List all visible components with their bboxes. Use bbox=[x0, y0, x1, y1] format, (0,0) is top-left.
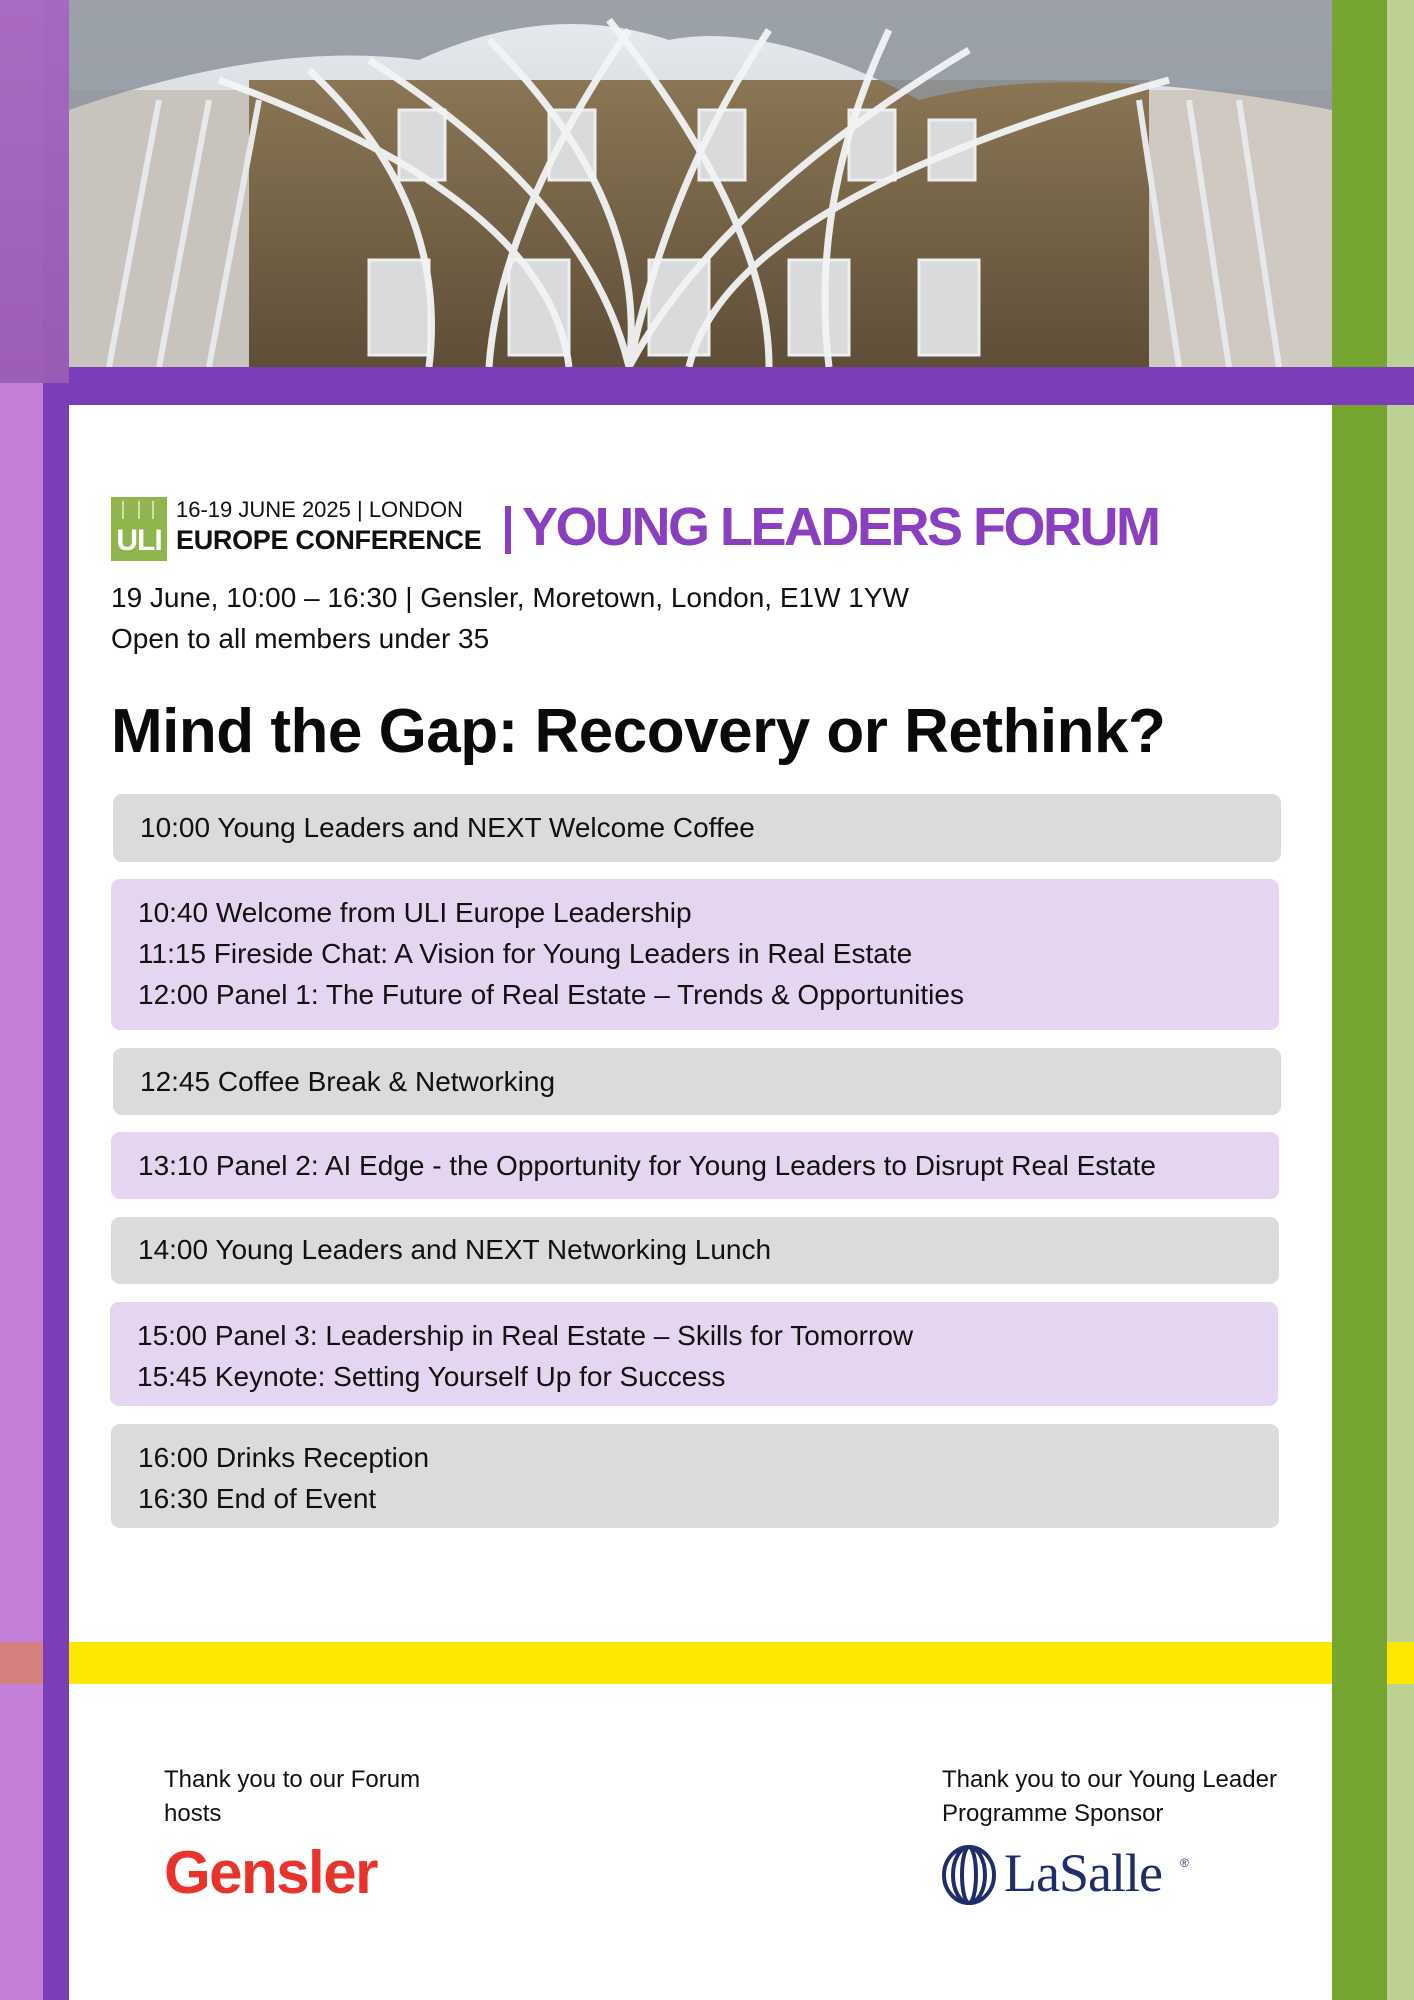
agenda-item: 12:45 Coffee Break & Networking bbox=[140, 1066, 556, 1097]
lasalle-registered-mark: ® bbox=[1180, 1856, 1189, 1870]
agenda-block bbox=[111, 1132, 1279, 1199]
agenda-item: 10:00 Young Leaders and NEXT Welcome Coffee bbox=[140, 812, 755, 843]
agenda-block bbox=[111, 1424, 1279, 1528]
lasalle-emblem-icon bbox=[942, 1845, 996, 1905]
page-title: Mind the Gap: Recovery or Rethink? bbox=[111, 697, 1166, 766]
event-details: 19 June, 10:00 – 16:30 | Gensler, Moretown, London, E1W 1YW bbox=[111, 582, 909, 613]
event-eligibility: Open to all members under 35 bbox=[111, 623, 490, 654]
agenda-item: 16:00 Drinks Reception bbox=[138, 1442, 430, 1473]
forum-title-separator bbox=[505, 506, 511, 554]
right-light-green-stripe bbox=[1387, 0, 1414, 2000]
uli-logo-text: ULI bbox=[116, 524, 162, 557]
forum-title: YOUNG LEADERS FORUM bbox=[522, 497, 1159, 557]
hosts-thanks-text: Thank you to our Forum hosts bbox=[164, 1766, 421, 1827]
agenda-item: 12:00 Panel 1: The Future of Real Estate – Trends & Opportunities bbox=[138, 979, 964, 1010]
left-accent-band bbox=[0, 1642, 43, 1684]
agenda-block bbox=[111, 1217, 1279, 1284]
agenda-item: 16:30 End of Event bbox=[138, 1483, 377, 1514]
agenda-item: 14:00 Young Leaders and NEXT Networking Lunch bbox=[138, 1234, 772, 1265]
sponsor-thanks-text: Thank you to our Young Leader Programme Sponsor bbox=[942, 1766, 1277, 1827]
agenda-item: 10:40 Welcome from ULI Europe Leadership bbox=[138, 897, 692, 928]
agenda-item: 15:45 Keynote: Setting Yourself Up for Success bbox=[137, 1361, 726, 1392]
agenda-block bbox=[113, 1048, 1281, 1115]
conference-name: EUROPE CONFERENCE bbox=[176, 525, 482, 555]
agenda-item: 11:15 Fireside Chat: A Vision for Young Leaders in Real Estate bbox=[138, 938, 913, 969]
agenda-item: 15:00 Panel 3: Leadership in Real Estate – Skills for Tomorrow bbox=[137, 1320, 914, 1351]
hero-photo-illustration bbox=[69, 0, 1332, 367]
lasalle-logo: LaSalle bbox=[1004, 1843, 1162, 1903]
gensler-logo: Gensler bbox=[164, 1839, 377, 1906]
hero-photo bbox=[69, 0, 1332, 367]
uli-logo-lines-icon bbox=[117, 501, 161, 519]
purple-divider-band bbox=[69, 367, 1414, 405]
agenda-block bbox=[113, 794, 1281, 862]
right-green-stripe bbox=[1332, 0, 1387, 2000]
agenda-item: 13:10 Panel 2: AI Edge - the Opportunity for Young Leaders to Disrupt Real Estate bbox=[138, 1150, 1156, 1181]
hero-photo-left-edge bbox=[0, 0, 69, 383]
agenda-block bbox=[110, 1302, 1278, 1406]
yellow-divider-band-right bbox=[1387, 1642, 1414, 1684]
yellow-divider-band bbox=[69, 1642, 1332, 1684]
agenda-block bbox=[111, 879, 1279, 1030]
conference-dates: 16-19 JUNE 2025 | LONDON bbox=[176, 497, 463, 522]
